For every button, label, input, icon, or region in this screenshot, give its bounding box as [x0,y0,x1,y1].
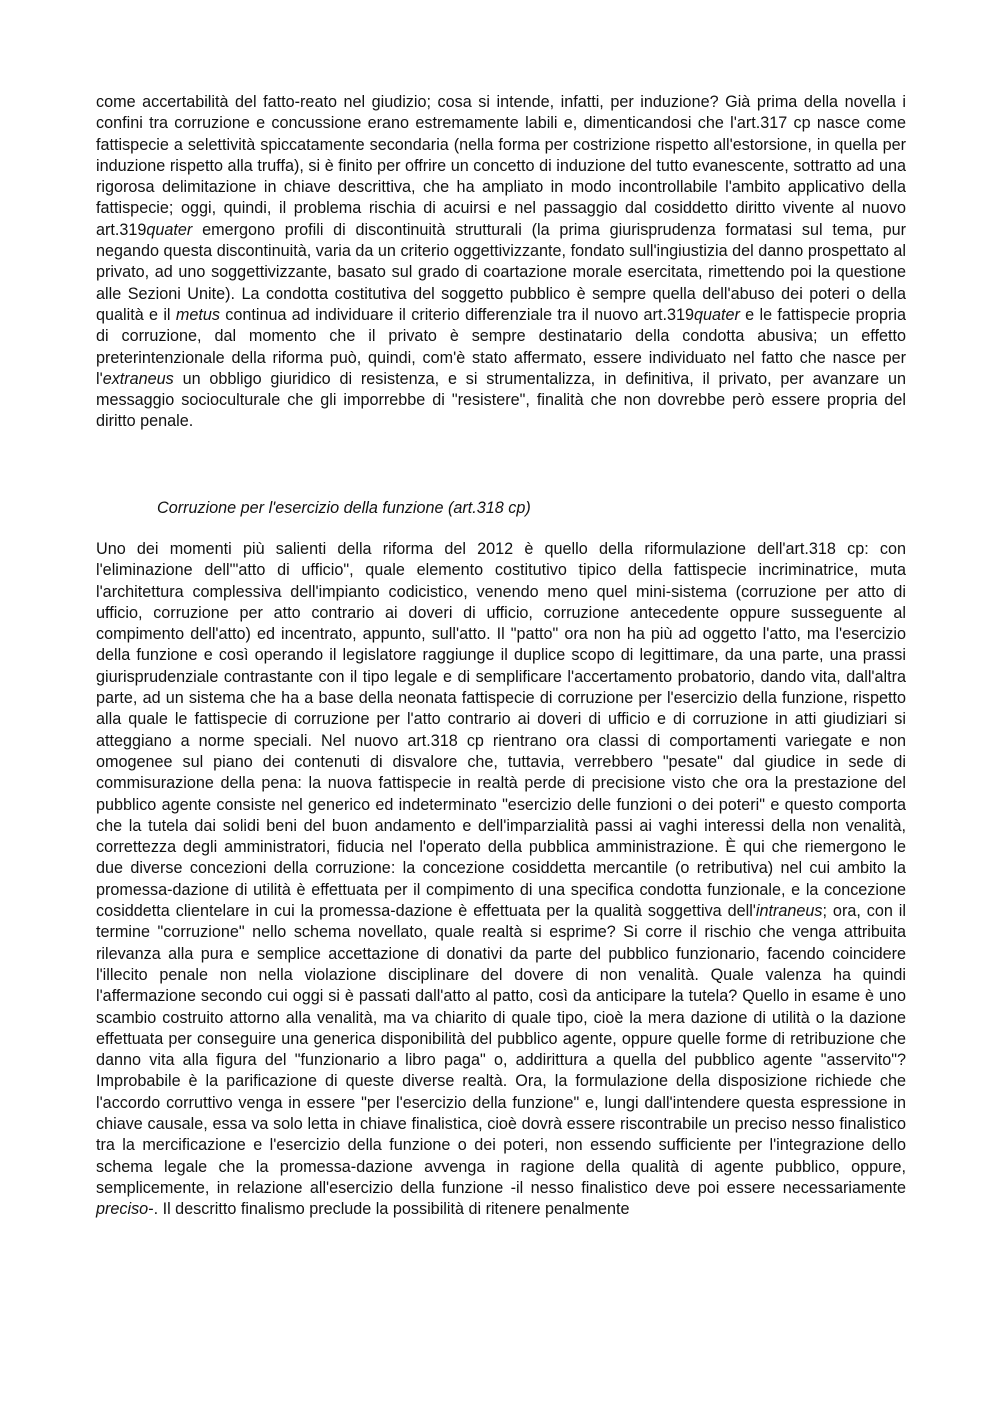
section-heading: Corruzione per l'esercizio della funzione (art.318 cp) [157,499,531,517]
italic-term: quater [146,220,193,239]
text-run: ; ora, con il termine "corruzione" nello schema novellato, quale realtà si esprime? Si corre il rischio che venga attribuita rilevanza alla pura e semplice accettazione di donativi da parte del pubblico funzionario, facendo coincidere l'illecito penale non nella violazione disciplinare del dovere di non venalità. Quale valenza ha quindi l'affermazione secondo cui oggi si è passati dall'atto al patto, così da anticipare la tutela? Quello in esame è uno scambio costruito attorno alla venalità, ma va chiarito di quale tipo, cioè la mera dazione di utilità o la dazione effettuata per conseguire una generica disponibilità del pubblico agente, oppure quelle forme di retribuzione che danno vita alla figura del "funzionario a libro paga" o, addirittura a quella del pubblico agente "asservito"? Improbabile è la parificazione di queste diverse realtà. Ora, la formulazione della disposizione richiede che l'accordo corruttivo venga in essere "per l'esercizio della funzione" e, lungi dall'intendere questa espressione in chiave causale, essa va solo letta in chiave finalistica, cioè dovrà essere riscontrabile un preciso nesso finalistico tra la mercificazione e l'esercizio della funzione o dei poteri, non essendo sufficiente per l'integrazione dello schema legale che la promessa-dazione avvenga in ragione della qualità di agente pubblico, oppure, semplicemente, in relazione all'esercizio della funzione -il nesso finalistico deve poi essere necessariamente [96,902,906,1197]
text-run: come accertabilità del fatto-reato nel giudizio; cosa si intende, infatti, per induzione? Già prima della novella i confini tra corruzione e concussione erano estremamente labili e, dimenticandosi che l'art.317 cp nasce come fattispecie a selettività spiccatamente secondaria (nella forma per costrizione rispetto all'estorsione, in quella per induzione rispetto alla truffa), si è finito per offrire un concetto di induzione del tutto evanescente, sottratto ad una rigorosa delimitazione in chiave descrittiva, che ha ampliato in modo incontrollabile l'ambito applicativo della fattispecie; oggi, quindi, il problema rischia di acuirsi e nel passaggio dal cosiddetto diritto vivente al nuovo art.319 [96,93,906,239]
italic-term: quater [693,305,740,324]
italic-term: metus [175,305,220,324]
text-run: emergono profili di discontinuità strutturali (la prima giurisprudenza formatasi sul tema, pur negando questa discontinuità, varia da un criterio oggettivizzante, fondato sull'ingiustizia del danno prospettato al privato, ad uno soggettivizzante, basato sul grado di coartazione morale esercitata, rimettendo poi la questione alle Sezioni Unite). La condotta costitutiva del soggetto pubblico è sempre quella dell'abuso dei poteri o della qualità e il [96,220,906,324]
italic-term: extraneus [102,369,174,388]
text-run: -. Il descritto finalismo preclude la possibilità di ritenere penalmente [148,1200,630,1219]
body-paragraph-induzione [96,92,906,433]
text-run: Uno dei momenti più salienti della riforma del 2012 è quello della riformulazione dell'art.318 cp: con l'eliminazione dell'"atto di ufficio", quale elemento costitutivo tipico della fattispecie incriminatrice, muta l'architettura complessiva dell'impianto codicistico, venendo meno quel mini-sistema (corruzione per atto di ufficio, corruzione per atto contrario ai doveri di ufficio, corruzione antecedente oppure susseguente al compimento dell'atto) ed incentrato, appunto, sull'atto. Il "patto" ora non ha più ad oggetto l'atto, ma l'esercizio della funzione e così operando il legislatore raggiunge il duplice scopo di legittimare, da una parte, una prassi giurisprudenziale contrastante con il tipo legale e di semplificare l'accertamento probatorio, dando vita, dall'altra parte, ad un sistema che ha a base della neonata fattispecie di corruzione per l'esercizio della funzione, rispetto alla quale le fattispecie di corruzione per l'atto contrario ai doveri di ufficio e di corruzione in atti giudiziari si atteggiano a norme speciali. Nel nuovo art.318 cp rientrano ora classi di comportamenti variegate e non omogenee sul piano dei contenuti di disvalore che, tuttavia, verrebbero "pesate" dal giudice in sede di commisurazione della pena: la nuova fattispecie in realtà perde di precisione visto che ora la prestazione del pubblico agente consiste nel generico ed indeterminato "esercizio delle funzioni o dei poteri" e questo comporta che la tutela dai solidi beni del buon andamento e dell'imparzialità passi ai vaghi interessi della non venalità, correttezza degli amministratori, fiducia nel l'operato della pubblica amministrazione. È qui che riemergono le due diverse concezioni della corruzione: la concezione cosiddetta mercantile (o retributiva) nel cui ambito la promessa-dazione di utilità è effettuata per il compimento di una specifica condotta funzionale, e la concezione cosiddetta clientelare in cui la promessa-dazione è effettuata per la qualità soggettiva dell' [96,540,906,921]
text-run: continua ad individuare il criterio differenziale tra il nuovo art.319 [219,305,694,324]
text-run: un obbligo giuridico di resistenza, e si strumentalizza, in definitiva, il privato, per avanzare un messaggio socioculturale che gli imporrebbe di "resistere", finalità che non dovrebbe però essere propria del diritto penale. [96,369,906,431]
text-run: e le fattispecie propria di corruzione, dal momento che il privato è sempre destinatario della condotta abusiva; un effetto preterintenzionale della riforma può, quindi, com'è stato affermato, essere individuato nel fatto che nasce per l' [96,305,906,388]
body-paragraph-art318 [96,539,906,1221]
italic-term: intraneus [755,902,823,921]
italic-term: preciso [96,1200,149,1219]
